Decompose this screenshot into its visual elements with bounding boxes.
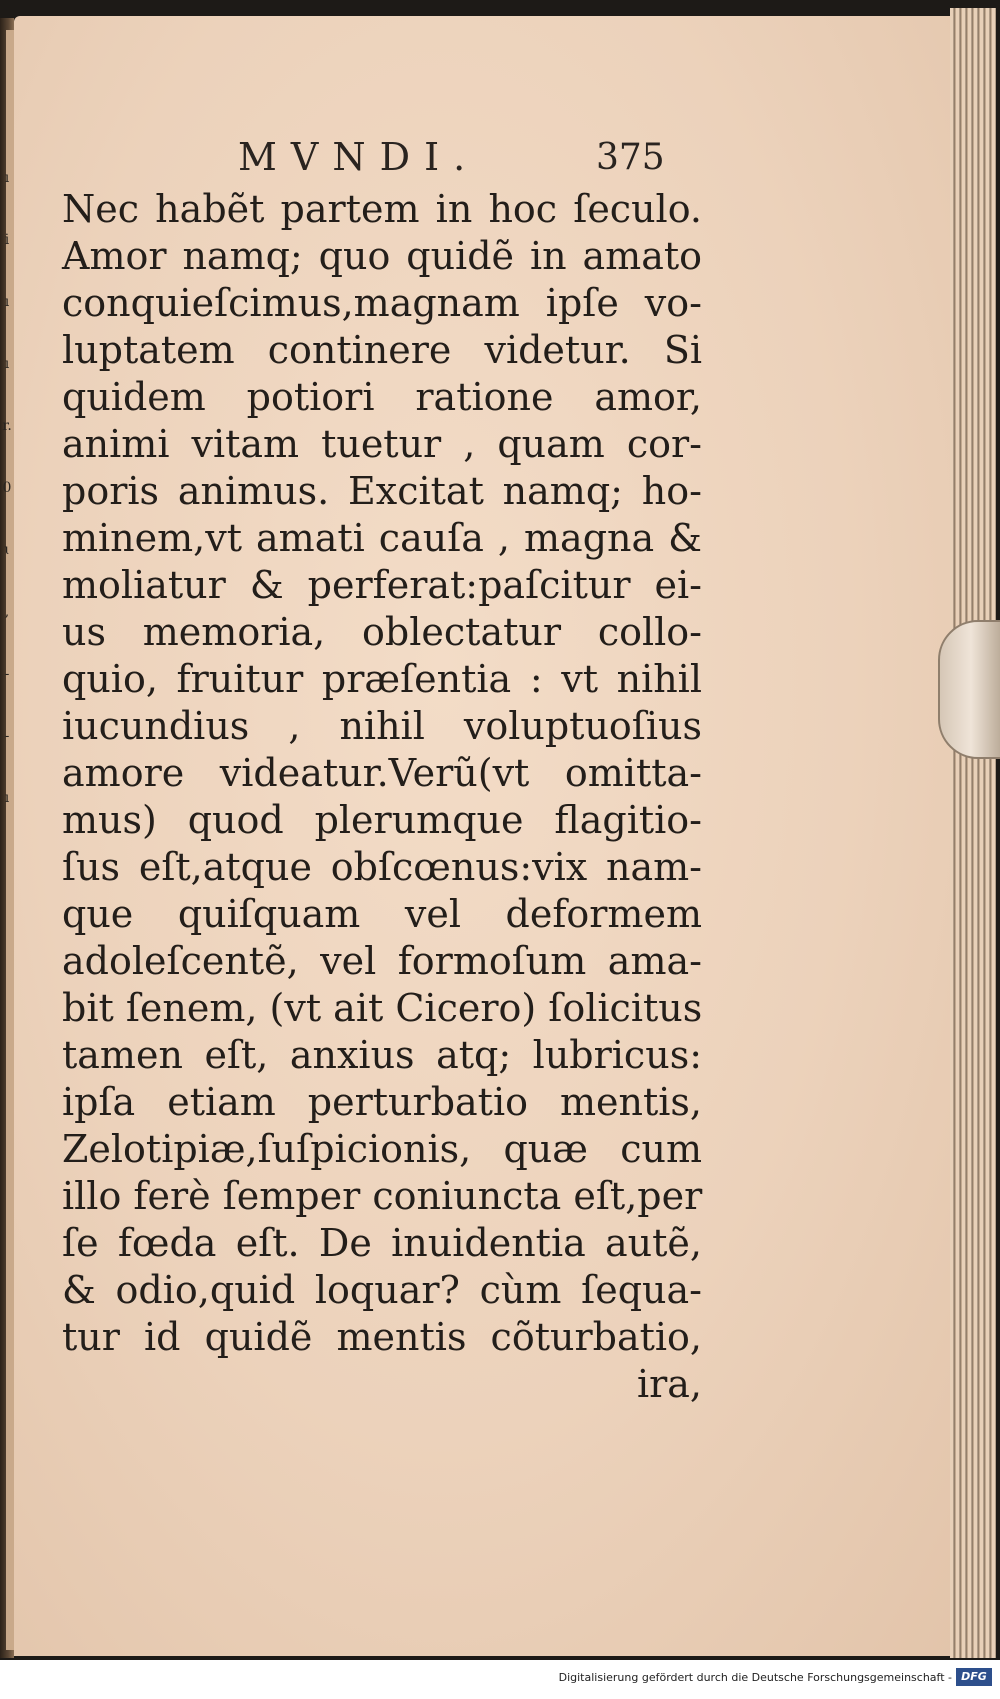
text-line: luptatem continere videtur. Si [62, 328, 702, 372]
text-line: illo ferè ſemper coniuncta eſt,per [62, 1174, 703, 1218]
margin-mark: ı [4, 170, 10, 186]
margin-mark: 0 [2, 480, 12, 496]
catchword: ira, [636, 1362, 702, 1406]
footer-bar [0, 1660, 1000, 1699]
text-line: poris animus. Excitat namq; ho- [62, 469, 702, 513]
text-line: iucundius , nihil voluptuoſius [62, 704, 702, 748]
text-line: Zelotipiæ,ſuſpicionis, quæ cum [62, 1127, 702, 1171]
text-line: conquieſcimus,magnam ipſe vo- [62, 281, 702, 325]
margin-mark: - [4, 728, 10, 744]
margin-mark: - [4, 666, 10, 682]
dfg-logo: DFG [956, 1668, 992, 1686]
text-line: us memoria, oblectatur collo- [62, 610, 702, 654]
text-line: Amor namq; quo quidẽ in amato [62, 234, 702, 278]
text-line: animi vitam tuetur , quam cor- [62, 422, 702, 466]
page-number: 375 [596, 137, 665, 178]
text-line: bit ſenem, (vt ait Cicero) ſolicitus [62, 986, 703, 1030]
margin-mark: ı [4, 294, 10, 310]
text-line: tur id quidẽ mentis cõturbatio, [62, 1315, 702, 1359]
margin-mark: i [4, 232, 10, 248]
margin-mark: ı [4, 790, 10, 806]
text-line: moliatur & perferat:paſcitur ei- [62, 563, 702, 607]
text-line: tamen eſt, anxius atq; lubricus: [62, 1033, 702, 1077]
text-line: ſe fœda eſt. De inuidentia autẽ, [62, 1221, 702, 1265]
margin-mark: , [4, 604, 10, 620]
text-line: mus) quod plerumque flagitio- [62, 798, 702, 842]
page-clip [938, 620, 1000, 759]
funding-credit: Digitalisierung gefördert durch die Deutsche Forschungsgemeinschaft - [558, 1671, 952, 1684]
page-edges [950, 8, 996, 1658]
text-line: ſus eſt,atque obſcœnus:vix nam- [62, 845, 702, 889]
page-text [62, 186, 702, 1408]
text-line: ipſa etiam perturbatio mentis, [62, 1080, 702, 1124]
running-title: MVNDI. [238, 135, 480, 179]
text-line: adoleſcentẽ, vel formoſum ama- [62, 939, 702, 983]
margin-mark: ɩ [4, 542, 10, 558]
text-line: que quiſquam vel deformem [62, 892, 702, 936]
text-line: minem,vt amati cauſa , magna & [62, 516, 702, 560]
text-line: amore videatur.Verũ(vt omitta- [62, 751, 702, 795]
margin-mark: r. [2, 418, 12, 434]
text-line: quio, fruitur præſentia : vt nihil [62, 657, 702, 701]
left-margin-marks [0, 170, 14, 852]
text-line: & odio,quid loquar? cùm ſequa- [62, 1268, 702, 1312]
text-line: quidem potiori ratione amor, [62, 375, 702, 419]
text-line: Nec habẽt partem in hoc ſeculo. [62, 187, 702, 231]
margin-mark: ı [4, 356, 10, 372]
page-header [0, 135, 1000, 183]
